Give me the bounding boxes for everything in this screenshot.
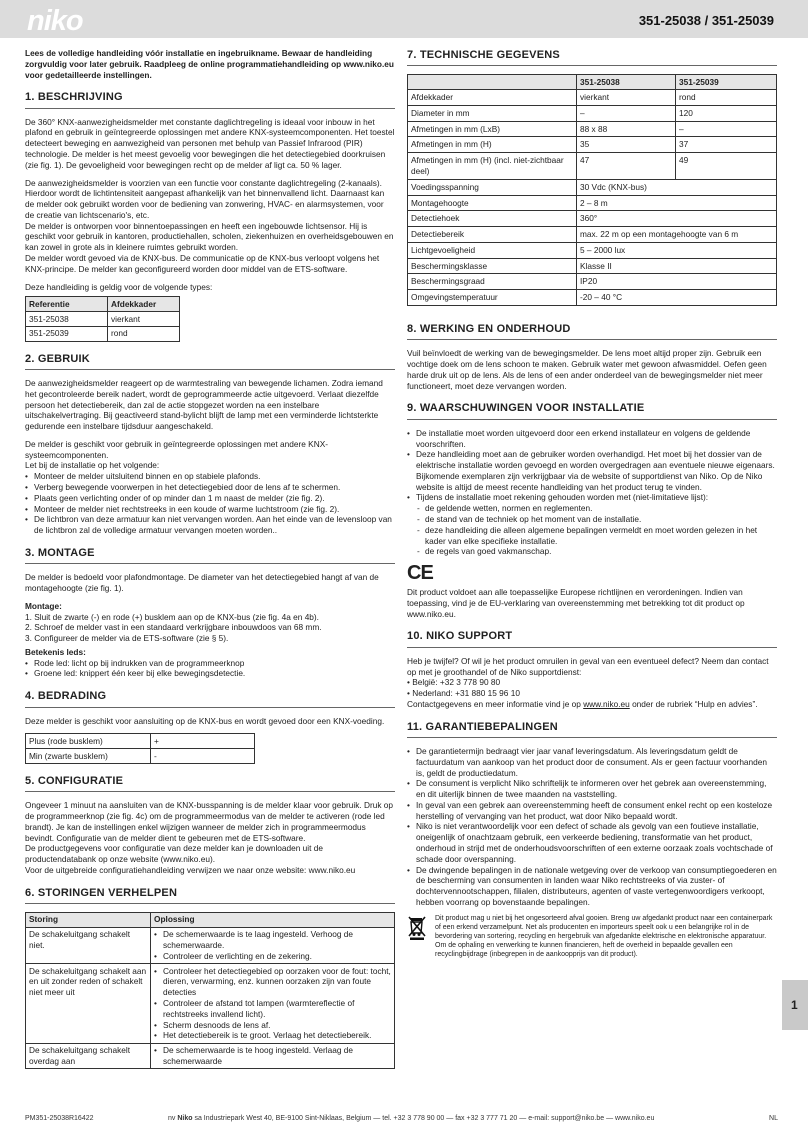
paragraph: De melder is ontworpen voor binnentoepassingen en heeft een ingebouwde lichtsensor. Hij is geschikt voor gebruik in kantoren, productiehallen, scholen, ziekenhuizen en overheidsgebouwen en kan zowel in grote als in kleinere ruimtes gebruikt worden. [25,220,394,253]
troubleshooting-table [25,912,395,1069]
table-cell: 351-25038 [26,312,108,327]
table-cell: Detectiehoek [408,211,577,227]
table-cell: IP20 [577,274,777,290]
brand-name: Niko [177,1115,193,1122]
table-row [26,734,255,749]
warranty-list [407,746,777,908]
table-cell: De schakeluitgang schakelt overdag aan [26,1043,151,1069]
table-cell: Detectiebereik [408,227,577,243]
intro-text: Lees de volledige handleiding vóór installatie en ingebruikname. Bewaar de handleiding zorgvuldig voor later gebruik. Raadpleeg de online programmatiehandleiding op www.niko.eu voor gedetailleerde instellingen. [25,48,394,80]
table-row [408,90,777,106]
list-item: • De garantietermijn bedraagt vier jaar vanaf leveringsdatum. Als leveringsdatum geldt de factuurdatum van aankoop van het product door de consument. Als er geen factuur voorhanden is, geldt de productiedatum. [407,746,777,778]
table-cell: 360° [577,211,777,227]
list-item: • Controleer de verlichting en de zekering. [154,951,391,962]
table-row [26,1043,395,1069]
list-item: • Rode led: licht op bij indrukken van de programmeerknop [25,658,395,669]
table-row [408,195,777,211]
list-item: • Het detectiebereik is te groot. Verlaag het detectiebereik. [154,1030,391,1041]
list-item: • De consument is verplicht Niko schriftelijk te informeren over het gebrek aan overeenstemming, en dit uiterlijk binnen de twee maanden na vaststelling. [407,778,777,800]
table-cell [151,927,395,963]
table-row [408,179,777,195]
table-row [408,227,777,243]
table-cell: 35 [577,137,676,153]
section-title: 9. WAARSCHUWINGEN VOOR INSTALLATIE [407,401,777,419]
niko-logo [27,6,112,34]
table-cell: 49 [676,153,777,180]
section-title: 3. MONTAGE [25,546,395,564]
table-header: Oplossing [151,912,395,927]
table-row [408,258,777,274]
section-title: 5. CONFIGURATIE [25,774,395,792]
install-tips-list [25,471,395,536]
considerations-list [407,503,777,557]
montage-steps [25,612,395,644]
list-item: • De dwingende bepalingen in de nationale wetgeving over de verkoop van consumptiegoederen en de bescherming van consumenten in landen waar Niko rechtstreeks of via zuster- of dochtervennootschappen, filialen, distributeurs, agenten of vaste vertegenwoordigers verkoopt, hebben voorrang op bovenstaande bepalingen. [407,865,777,908]
support-phone-be: • België: +32 3 778 90 80 [407,677,501,688]
list-item: • Plaats geen verlichting onder of op minder dan 1 m naast de melder (zie fig. 2). [25,493,395,504]
table-cell: + [151,734,255,749]
table-cell: 2 – 8 m [577,195,777,211]
paragraph: Deze melder is geschikt voor aansluiting op de KNX-bus en wordt gevoed door een KNX-voeding. [25,715,385,726]
list-item: 2. Schroef de melder vast in een standaard verkrijgbare inbouwdoos van 68 mm. [25,622,322,633]
paragraph: De aanwezigheidsmelder is voorzien van een functie voor constante daglichtregeling (2-kanaals). Hierdoor wordt de lichtintensiteit aangepast afhankelijk van het binnenvallend licht. Daarnaast kan de melder ook gebruikt worden voor de bediening van zonwering, HVAC- en alarmsystemen, voor de creatie van lichtscenario's, etc. [25,177,385,220]
table-cell: Montagehoogte [408,195,577,211]
paragraph: Deze handleiding is geldig voor de volgende types: [25,281,213,292]
list-item: • Groene led: knippert één keer bij elke bewegingsdetectie. [25,668,395,679]
table-row [408,211,777,227]
table-cell: 88 x 88 [577,121,676,137]
table-cell: vierkant [577,90,676,106]
table-cell: max. 22 m op een montagehoogte van 6 m [577,227,777,243]
paragraph: Let bij de installatie op het volgende: [25,460,160,471]
list-item: • Tijdens de installatie moet rekening gehouden worden met (niet-limitatieve lijst): [407,492,777,503]
paragraph: Dit product voldoet aan alle toepasselijke Europese richtlijnen en verordeningen. Indien van toepassing, vind je de EU-verklaring van overeenstemming met betrekking tot dit product op www.niko.eu. [407,587,745,619]
table-cell: - [151,749,255,764]
table-cell: -20 – 40 °C [577,290,777,306]
warnings-list [407,428,777,503]
table-row [26,964,395,1043]
table-cell: Afmetingen in mm (H) [408,137,577,153]
technical-data-table [407,74,777,306]
left-column [25,48,395,1069]
table-header: Referentie [26,297,108,312]
section-title: 8. WERKING EN ONDERHOUD [407,322,777,340]
list-item: 1. Sluit de zwarte (-) en rode (+) busklem aan op de KNX-bus (zie fig. 4a en 4b). [25,611,319,622]
section-title: 7. TECHNISCHE GEGEVENS [407,48,777,66]
table-row [26,927,395,963]
page-number-tab [782,980,808,1030]
paragraph: Ongeveer 1 minuut na aansluiten van de KNX-busspanning is de melder klaar voor gebruik. Druk op de programmeerknop (zie fig. 4c) om de programmeermodus van de melder te activeren (rode led brandt). Je kan de instellingen enkel wijzigen wanneer de melder zich in programmeermodus bevindt. Configuratie van de melder dient te gebeuren met de ETS-software. [25,800,394,843]
ce-mark-icon: CE [407,562,433,585]
support-phone-nl: • Nederland: +31 880 15 96 10 [407,688,520,699]
page-number: 1 [791,998,798,1012]
list-item: • Controleer het detectiegebied op oorzaken voor de fout: tocht, dieren, verwarming, enz. kunnen oorzaken zijn van foute detecties [154,966,391,998]
table-cell: Voedingsspanning [408,179,577,195]
list-item: • De lichtbron van deze armatuur kan niet vervangen worden. Aan het einde van de levensloop van de lichtbron zal de volledige armatuur vervangen moeten worden.. [25,514,395,536]
section-title: 6. STORINGEN VERHELPEN [25,886,395,904]
list-item: • Deze handleiding moet aan de gebruiker worden overhandigd. Het moet bij het dossier van de elektrische installatie worden gevoegd en worden overgedragen aan eventuele nieuwe eigenaars. Bijkomende exemplaren zijn verkrijgbaar via de website of supportdienst van Niko. Op de Niko website is altijd de meest recente handleiding van het product terug te vinden. [407,449,777,492]
list-item: • Scherm desnoods de lens af. [154,1020,391,1031]
table-header: Storing [26,912,151,927]
niko-website-link[interactable]: www.niko.eu [583,698,630,709]
company-address [168,1114,654,1123]
list-item: - de regels van goed vakmanschap. [416,546,777,557]
table-cell: Diameter in mm [408,105,577,121]
table-cell: 47 [577,153,676,180]
paragraph: De productgegevens voor configuratie van deze melder kan je downloaden uit de productendatabank op onze website (www.niko.eu). [25,843,323,865]
table-cell: 5 – 2000 lux [577,242,777,258]
table-row [408,121,777,137]
table-row [408,242,777,258]
list-item: - deze handleiding die alleen algemene bepalingen vermeldt en moet worden gelezen in het kader van elke specifieke installatie. [416,525,777,547]
subheading: Betekenis leds: [25,646,86,657]
svg-text:niko: niko [27,6,83,34]
table-cell: 30 Vdc (KNX-bus) [577,179,777,195]
table-cell: Plus (rode busklem) [26,734,151,749]
text: nv [168,1115,178,1122]
table-cell: Afmetingen in mm (H) (incl. niet-zichtbaar deel) [408,153,577,180]
table-cell: rond [676,90,777,106]
paragraph: De melder is geschikt voor gebruik in geïntegreerde oplossingen met andere KNX-systeemcomponenten. [25,438,328,460]
paragraph: Heb je twijfel? Of wil je het product omruilen in geval van een eventueel defect? Neem dan contact op met je groothandel of de Niko supportdienst: [407,655,769,677]
table-header: 351-25038 [577,75,676,90]
weee-notice [407,914,777,959]
table-row [408,105,777,121]
table-cell: vierkant [108,312,180,327]
table-cell: Min (zwarte busklem) [26,749,151,764]
list-item: • De installatie moet worden uitgevoerd door een erkend installateur en volgens de geldende voorschriften. [407,428,777,450]
text: Contactgegevens en meer informatie vind je op [407,698,584,709]
paragraph: De 360° KNX-aanwezigheidsmelder met constante daglichtregeling is ideaal voor inbouw in het plafond en gebruik in geïntegreerde oplossingen met andere KNX-systeemcomponenten. Het toestel detecteert beweging en aanwezigheid van personen met behulp van Passief Infrarood (PIR) technologie. De melder is het meest gevoelig voor bewegingen die het detectiegebied doorkruisen (zie fig. 1). De gevoeligheid voor bewegingen recht op de melder af ligt ca. 50 % lager. [25,116,395,170]
table-cell: De schakeluitgang schakelt niet. [26,927,151,963]
paragraph: De aanwezigheidsmelder reageert op de warmtestraling van bewegende lichamen. Zodra iemand het gecontroleerde bereik nadert, wordt de geprogrammeerde actie uitgevoerd. Verlaat diezelfde persoon het detectiebereik, dan zal de actie stopgezet worden na een instelbare uitschakelvertraging. Bij geactiveerd stand-bylicht blijft de lamp met een verminderde lichtsterkte gedurende een instelbare tijdsduur aangeschakeld. [25,378,383,432]
section-title: 4. BEDRADING [25,689,395,707]
table-row [26,749,255,764]
table-cell: 120 [676,105,777,121]
contact-paragraph [407,699,777,710]
reference-table [25,296,180,341]
section-title: 1. BESCHRIJVING [25,90,395,108]
document-code: PM351-25038R16422 [25,1115,94,1122]
table-cell: Beschermingsklasse [408,258,577,274]
text: sa Industriepark West 40, BE-9100 Sint-Niklaas, Belgium — tel. +32 3 778 90 00 — fax +32 3 777 71 20 — e-mail: support@niko.be — www.niko.eu [192,1115,655,1122]
table-row [26,326,180,341]
table-cell: rond [108,326,180,341]
table-cell [151,1043,395,1069]
table-cell: – [676,121,777,137]
list-item: • Controleer de afstand tot lampen (warmtereflectie of rechtstreeks invallend licht). [154,998,391,1020]
table-cell: Afmetingen in mm (LxB) [408,121,577,137]
table-row [408,290,777,306]
table-row [26,312,180,327]
table-row [408,274,777,290]
table-header: Afdekkader [108,297,180,312]
weee-text: Dit product mag u niet bij het ongesorteerd afval gooien. Breng uw afgedankt product naar een containerpark of een erkend verzamelpunt. Net als producenten en importeurs speelt ook u een belangrijke rol in de bevordering van sortering, recycling en hergebruik van afgedankte elektrische en elektronische apparatuur. Om de ophaling en verwerking te kunnen financieren, heft de overheid in bepaalde gevallen een recyclingbijdrage (inbegrepen in de aankoopprijs van dit product). [435,914,773,959]
list-item: - de stand van de techniek op het moment van de installatie. [416,514,777,525]
section-title: 11. GARANTIEBEPALINGEN [407,720,777,738]
table-cell: Afdekkader [408,90,577,106]
table-row [408,153,777,180]
wiring-table [25,733,255,764]
table-cell: Beschermingsgraad [408,274,577,290]
paragraph: De melder wordt gevoed via de KNX-bus. De communicatie op de KNX-bus verloopt volgens het KNX-principe. De melder kan geconfigureerd worden door middel van de ETS-software. [25,253,380,274]
list-item: • Monteer de melder niet rechtstreeks in een koude of warme luchtstroom (zie fig. 2). [25,504,395,515]
table-cell: De schakeluitgang schakelt aan en uit zonder reden of schakelt niet meer uit [26,964,151,1043]
table-cell: – [577,105,676,121]
list-item: • De schemerwaarde is te laag ingesteld. Verhoog de schemerwaarde. [154,929,391,951]
language-code: NL [769,1115,778,1122]
paragraph: Vuil beïnvloedt de werking van de bewegingsmelder. De lens moet altijd proper zijn. Gebruik een vochtige doek om de lens schoon te maken. Gebruik water met gewoon afwasmiddel. Oefen geen harde druk uit op de lens. Als de lens of een ander onderdeel van de bewegingsmelder niet meer functioneert, moet deze vervangen worden. [407,348,767,391]
document-number: 351-25038 / 351-25039 [638,13,774,28]
list-item: • De schemerwaarde is te hoog ingesteld. Verlaag de schemerwaarde [154,1045,391,1067]
right-column [407,48,777,959]
list-item: • Monteer de melder uitsluitend binnen en op stabiele plafonds. [25,471,395,482]
list-item: • In geval van een gebrek aan overeenstemming heeft de consument enkel recht op een kosteloze herstelling of vervanging van het product, wat door Niko bepaald wordt. [407,800,777,822]
page-header [0,0,808,38]
section-title: 2. GEBRUIK [25,352,395,370]
table-cell: 37 [676,137,777,153]
paragraph: De melder is bedoeld voor plafondmontage. De diameter van het detectiegebied hangt af van de montagehoogte (zie fig. 1). [25,572,379,594]
table-cell: Lichtgevoeligheid [408,242,577,258]
crossed-bin-icon [407,914,427,943]
list-item: • Niko is niet verantwoordelijk voor een defect of schade als gevolg van een foutieve installatie, oneigenlijk of onachtzaam gebruik, een verkeerde bediening, transformatie van het product, onderhoud in strijd met de onderhoudsvoorschriften of een externe oorzaak zoals vochtschade of schade door overspanning. [407,821,777,864]
leds-list [25,658,395,680]
list-item: • Verberg bewegende voorwerpen in het detectiegebied door de lens af te schermen. [25,482,395,493]
list-item: - de geldende wetten, normen en reglementen. [416,503,777,514]
table-cell: Omgevingstemperatuur [408,290,577,306]
table-row [408,137,777,153]
table-cell: Klasse II [577,258,777,274]
list-item: 3. Configureer de melder via de ETS-software (zie § 5). [25,633,229,644]
paragraph: Voor de uitgebreide configuratiehandleiding verwijzen we naar onze website: www.niko.eu [25,864,356,875]
subheading: Montage: [25,600,62,611]
table-header [408,75,577,90]
section-title: 10. NIKO SUPPORT [407,629,777,647]
text: onder de rubriek “Hulp en advies”. [629,698,758,709]
table-header: 351-25039 [676,75,777,90]
table-cell: 351-25039 [26,326,108,341]
table-cell [151,964,395,1043]
